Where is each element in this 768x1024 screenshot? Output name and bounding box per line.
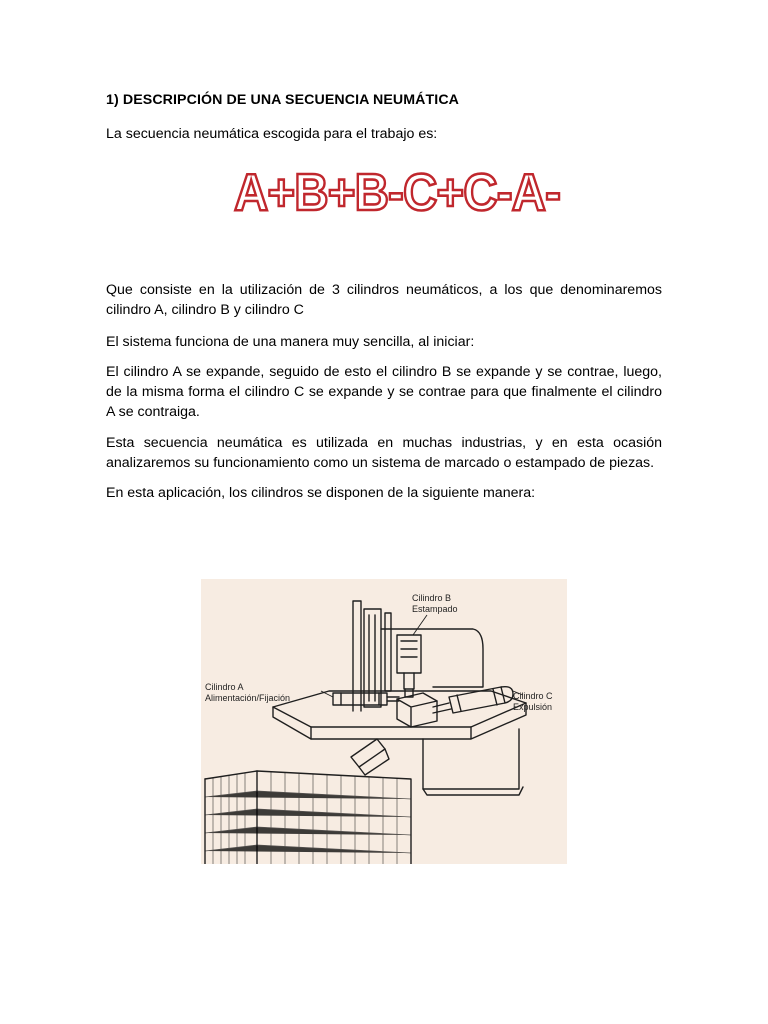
sequence-formula [232, 164, 562, 218]
paragraph-operation: El cilindro A se expande, seguido de esto el cilindro B se expande y se contrae, luego, de la misma forma el cilindro C se expande y se contrae para que finalmente el cilindro A se contraiga. [106, 364, 662, 420]
intro-paragraph: La secuencia neumática escogida para el trabajo es: [106, 126, 438, 142]
label-alimentacion: Alimentación/Fijación [205, 693, 291, 703]
paragraph-layout: En esta aplicación, los cilindros se disponen de la siguiente manera: [106, 485, 536, 501]
paragraph-cylinders: Que consiste en la utilización de 3 cilindros neumáticos, a los que denominaremos cilindro A, cilindro B y cilindro C [106, 282, 662, 318]
pneumatic-diagram [201, 579, 567, 864]
label-cilindro-c: Cilindro C [513, 691, 553, 701]
label-expulsion: Expulsión [513, 702, 553, 712]
sequence-formula-text: A+B+B-C+C-A- [234, 164, 560, 218]
label-cilindro-a: Cilindro A [205, 682, 244, 692]
paragraph-usage: Esta secuencia neumática es utilizada en muchas industrias, y en esta ocasión analizaremos su funcionamiento como un sistema de marcado o estampado de piezas. [106, 435, 662, 471]
section-heading: 1) DESCRIPCIÓN DE UNA SECUENCIA NEUMÁTICA [106, 92, 460, 108]
paragraph-system: El sistema funciona de una manera muy sencilla, al iniciar: [106, 334, 475, 350]
label-cilindro-b: Cilindro B [412, 593, 452, 603]
label-estampado: Estampado [412, 604, 458, 614]
